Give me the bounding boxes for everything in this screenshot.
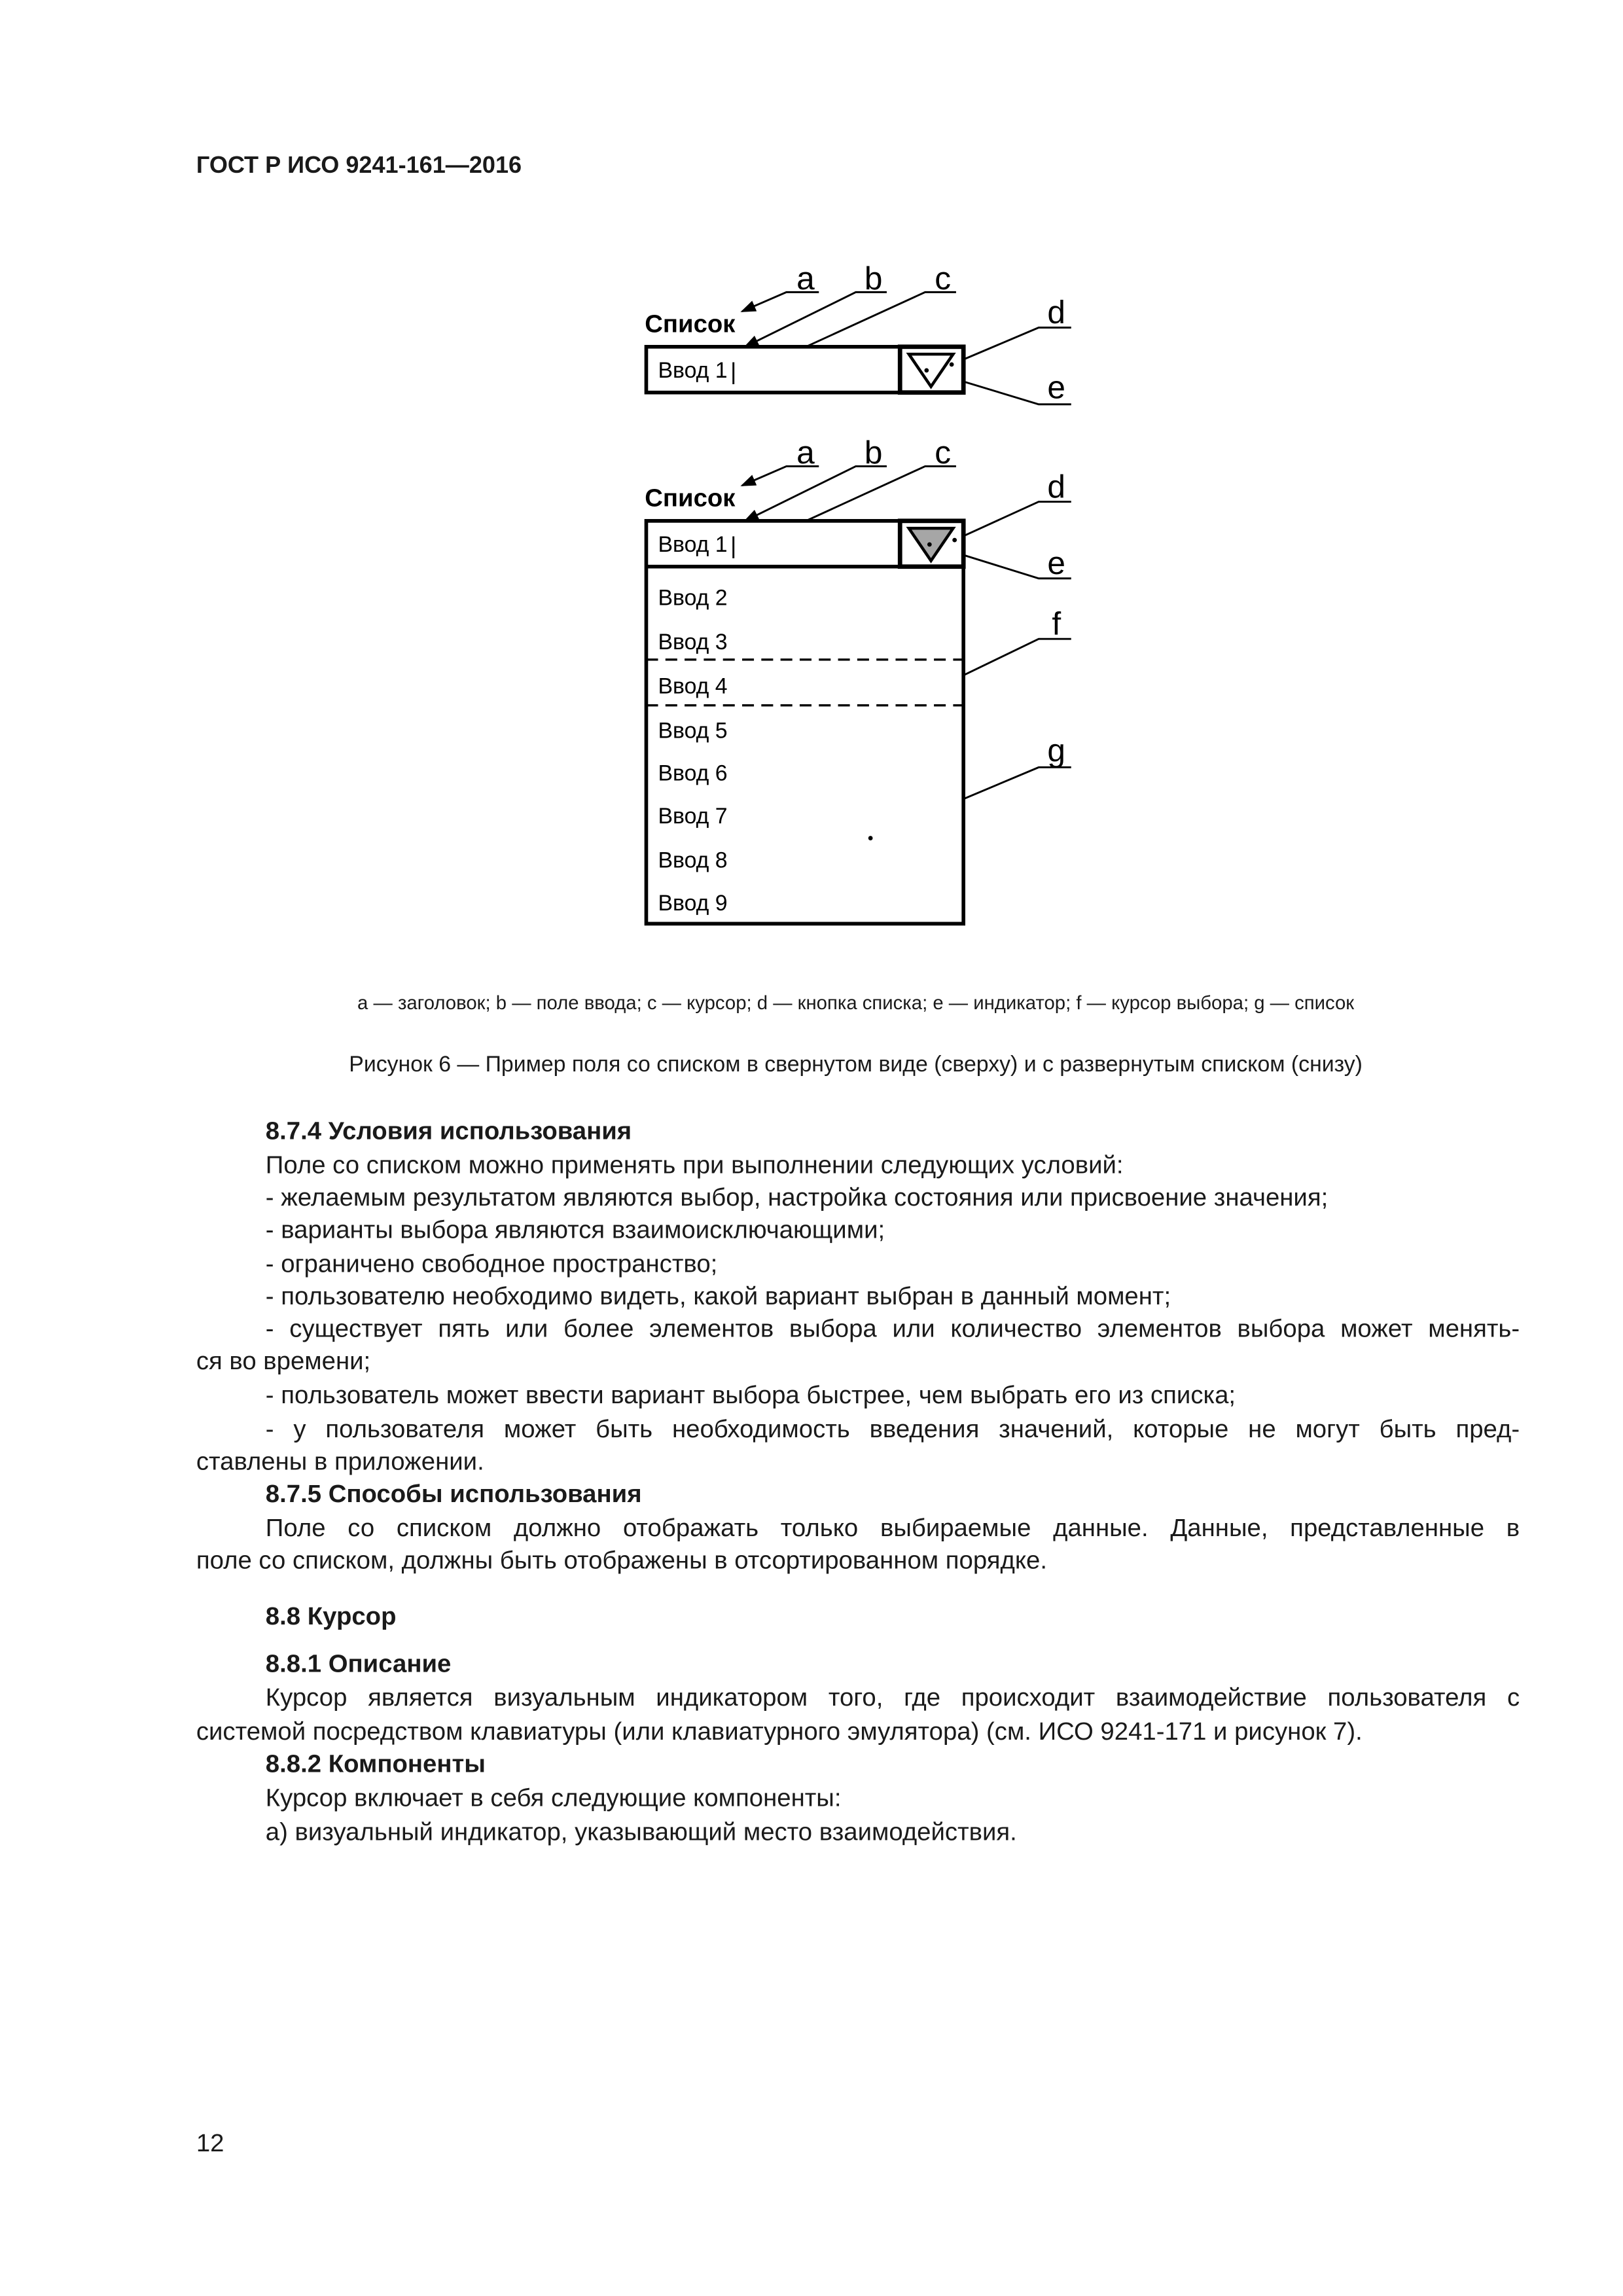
section-heading: 8.8.1 Описание <box>265 1649 452 1678</box>
list-title: Список <box>645 310 736 338</box>
callout-g: g <box>1047 732 1066 769</box>
list-item[interactable]: Ввод 8 <box>658 848 728 873</box>
input-value: Ввод 1 <box>658 358 728 384</box>
figure-caption: Рисунок 6 — Пример поля со списком в свернутом виде (сверху) и с развернутым списком (снизу) <box>349 1052 1363 1077</box>
figure-6-combobox <box>0 0 1623 974</box>
combobox-expanded <box>645 434 1071 924</box>
list-item: - пользователь может ввести вариант выбора быстрее, чем выбрать его из списка; <box>265 1381 1236 1410</box>
list-item-cont: ся во времени; <box>196 1347 371 1376</box>
section-heading: 8.8.2 Компоненты <box>265 1749 486 1778</box>
callout-a: a <box>796 433 815 471</box>
list-item[interactable]: Ввод 2 <box>658 585 728 611</box>
callout-b: b <box>864 259 883 296</box>
combobox-collapsed <box>645 260 1071 406</box>
callout-f: f <box>1052 605 1061 642</box>
list-item[interactable]: Ввод 5 <box>658 718 728 744</box>
figure-legend: a — заголовок; b — поле ввода; c — курсор; d — кнопка списка; e — индикатор; f — курсор выбора; g — список <box>357 992 1355 1014</box>
list-item: - пользователю необходимо видеть, какой вариант выбран в данный момент; <box>265 1282 1171 1310</box>
section-heading: 8.8 Курсор <box>265 1602 397 1631</box>
paragraph: Курсор включает в себя следующие компоненты: <box>265 1784 842 1812</box>
list-item[interactable]: Ввод 6 <box>658 761 728 786</box>
list-item: а) визуальный индикатор, указывающий место взаимодействия. <box>265 1818 1017 1846</box>
paragraph-cont: поле со списком, должны быть отображены в отсортированном порядке. <box>196 1546 1048 1575</box>
document-header: ГОСТ Р ИСО 9241-161—2016 <box>196 153 522 179</box>
list-item: - существует пять или более элементов выбора или количество элементов выбора может менять- <box>265 1314 1520 1343</box>
callout-b: b <box>864 433 883 471</box>
list-item: - варианты выбора являются взаимоисключающими; <box>265 1215 885 1244</box>
list-item[interactable]: Ввод 7 <box>658 804 728 829</box>
text-cursor: | <box>730 531 737 559</box>
list-item[interactable]: Ввод 3 <box>658 629 728 655</box>
callout-e: e <box>1047 545 1066 582</box>
callout-d: d <box>1047 467 1066 505</box>
paragraph: Поле со списком можно применять при выполнении следующих условий: <box>265 1151 1124 1179</box>
callout-e: e <box>1047 368 1066 406</box>
callout-c: c <box>935 259 952 296</box>
list-item: - ограничено свободное пространство; <box>265 1249 718 1278</box>
list-item-cont: ставлены в приложении. <box>196 1447 484 1476</box>
page-number: 12 <box>196 2129 224 2158</box>
paragraph: Поле со списком должно отображать только выбираемые данные. Данные, представленные в <box>265 1514 1520 1542</box>
list-item[interactable]: Ввод 9 <box>658 891 728 916</box>
callout-a: a <box>796 259 815 296</box>
paragraph-cont: системой посредством клавиатуры (или клавиатурного эмулятора) (см. ИСО 9241-171 и рисунок 7). <box>196 1717 1363 1746</box>
input-value: Ввод 1 <box>658 532 728 558</box>
list-item-selected[interactable]: Ввод 4 <box>658 673 728 699</box>
text-cursor: | <box>730 357 737 385</box>
section-heading: 8.7.5 Способы использования <box>265 1480 642 1509</box>
section-heading: 8.7.4 Условия использования <box>265 1117 632 1145</box>
callout-c: c <box>935 433 952 471</box>
list-item: - у пользователя может быть необходимость введения значений, которые не могут быть пред- <box>265 1415 1520 1443</box>
paragraph: Курсор является визуальным индикатором того, где происходит взаимодействие пользователя с <box>265 1683 1520 1712</box>
list-item: - желаемым результатом являются выбор, настройка состояния или присвоение значения; <box>265 1183 1329 1211</box>
list-title: Список <box>645 484 736 512</box>
callout-d: d <box>1047 293 1066 331</box>
